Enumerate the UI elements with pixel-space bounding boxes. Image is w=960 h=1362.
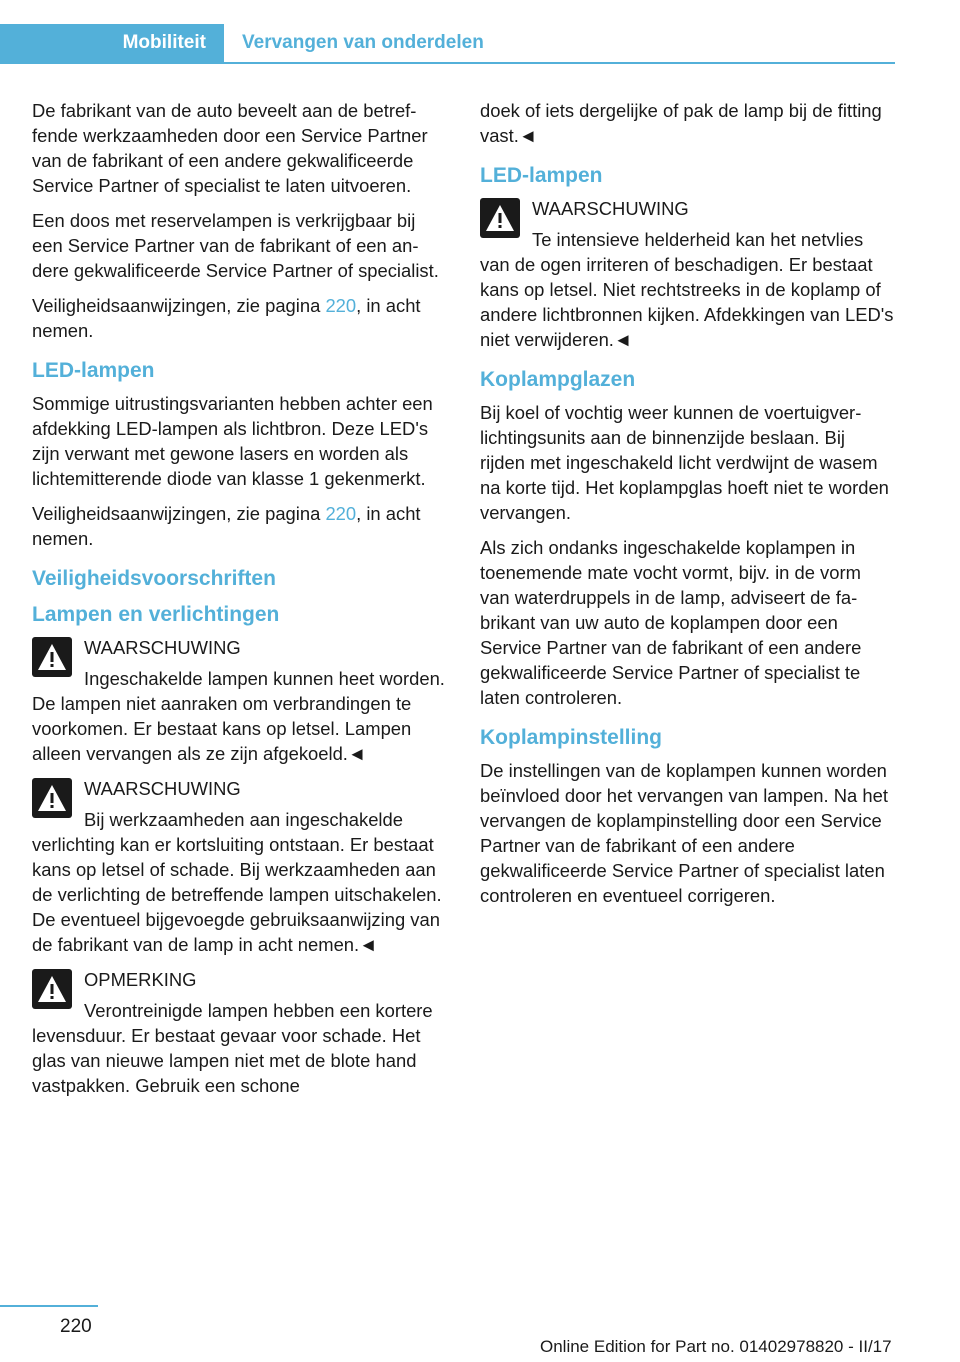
section-heading: Koplampinstelling [480, 726, 663, 749]
page-link[interactable]: 220 [325, 503, 357, 524]
header-section-title: Mobiliteit [0, 24, 224, 62]
warning-title: WAARSCHUWING [84, 778, 241, 799]
warning-block [32, 776, 447, 957]
edition-footer: Online Edition for Part no. 01402978820 - II/17 [540, 1337, 892, 1356]
section-heading: LED-lampen [480, 164, 603, 187]
paragraph: doek of iets dergelijke of pak de lamp bij de fitting vast.◄ [480, 100, 882, 146]
paragraph: Een doos met reservelampen is verkrijgbaar bij een Service Partner van de fabrikant of een andere gekwalificeerde Service Partner of specialist. [32, 210, 439, 281]
header-subsection-title: Vervangen van onderdelen [242, 32, 484, 53]
note-block [32, 967, 447, 1098]
paragraph: Veiligheidsaanwijzingen, zie pagina 220, in acht nemen. [32, 295, 421, 341]
page-header [0, 24, 895, 64]
warning-triangle-icon [480, 198, 520, 238]
section-heading: Koplampglazen [480, 368, 636, 391]
page-link[interactable]: 220 [325, 295, 357, 316]
warning-title: WAARSCHUWING [532, 198, 689, 219]
warning-block [32, 635, 447, 766]
paragraph: Sommige uitrustingsvarianten hebben achter een afdekking LED-lampen als lichtbron. Deze LED's zijn verwant met gewone lasers en worden als lichtemitterende diode van klasse 1 gekenmerkt. [32, 393, 433, 489]
subsection-heading: Lampen en verlichtingen [32, 603, 280, 626]
warning-triangle-icon [32, 969, 72, 1009]
paragraph: Bij koel of vochtig weer kunnen de voertuigverlichtingsunits aan de binnenzijde beslaan. Bij rijden met ingeschakeld licht verdwijnt de wasem na korte tijd. Het koplampglas hoeft niet te worden vervangen. [480, 402, 889, 523]
page-number: 220 [60, 1316, 92, 1337]
warning-text: Ingeschakelde lampen kunnen heet worden. De lampen niet aanraken om verbrandingen te voorkomen. Er bestaat kans op letsel. Lampen alleen vervangen als ze zijn afgekoeld.◄ [32, 668, 445, 764]
note-title: OPMERKING [84, 969, 197, 990]
warning-text: Bij werkzaamheden aan ingeschakelde verlichting kan er kortsluiting ontstaan. Er bestaat kans op letsel of schade. Bij werkzaamheden aan de verlichting de betreffende lampen uitschakelen. De eventueel bijgevoegde gebruiksaanwijzing van de fabrikant van de lamp in acht nemen.◄ [32, 809, 442, 955]
section-heading: Veiligheidsvoorschriften [32, 567, 276, 590]
warning-triangle-icon [32, 778, 72, 818]
paragraph: De fabrikant van de auto beveelt aan de betreffende werkzaamheden door een Service Partner van de fabrikant of een andere gekwalificeerde Service Partner of specialist te laten uitvoeren. [32, 100, 428, 196]
note-text: Verontreinigde lampen hebben een kortere levensduur. Er bestaat gevaar voor schade. Het glas van nieuwe lampen niet met de blote hand vastpakken. Gebruik een schone [32, 1000, 433, 1096]
warning-triangle-icon [32, 637, 72, 677]
right-column [480, 98, 895, 918]
footer-divider [0, 1305, 98, 1307]
section-heading: LED-lampen [32, 359, 155, 382]
paragraph: Als zich ondanks ingeschakelde koplampen in toenemende mate vocht vormt, bijv. in de vorm van waterdruppels in de lamp, adviseert de fabrikant van uw auto de koplampen door een Service Partner van de fabrikant of een andere gekwalificeerde Service Partner of specialist te laten controleren. [480, 537, 862, 708]
paragraph: Veiligheidsaanwijzingen, zie pagina 220, in acht nemen. [32, 503, 421, 549]
warning-block [480, 196, 895, 352]
warning-title: WAARSCHUWING [84, 637, 241, 658]
left-column [32, 98, 447, 1108]
warning-text: Te intensieve helderheid kan het netvlies van de ogen irriteren of beschadigen. Er bestaat kans op letsel. Niet rechtstreeks in de koplamp of andere lichtbronnen kijken. Afdekkingen van LED's niet verwijderen.◄ [480, 229, 894, 350]
paragraph: De instellingen van de koplampen kunnen worden beïnvloed door het vervangen van lampen. Na het vervangen de koplampinstelling door een Service Partner van de fabrikant of een andere gekwalificeerde Service Partner of specialist laten controleren en eventueel corrigeren. [480, 760, 888, 906]
